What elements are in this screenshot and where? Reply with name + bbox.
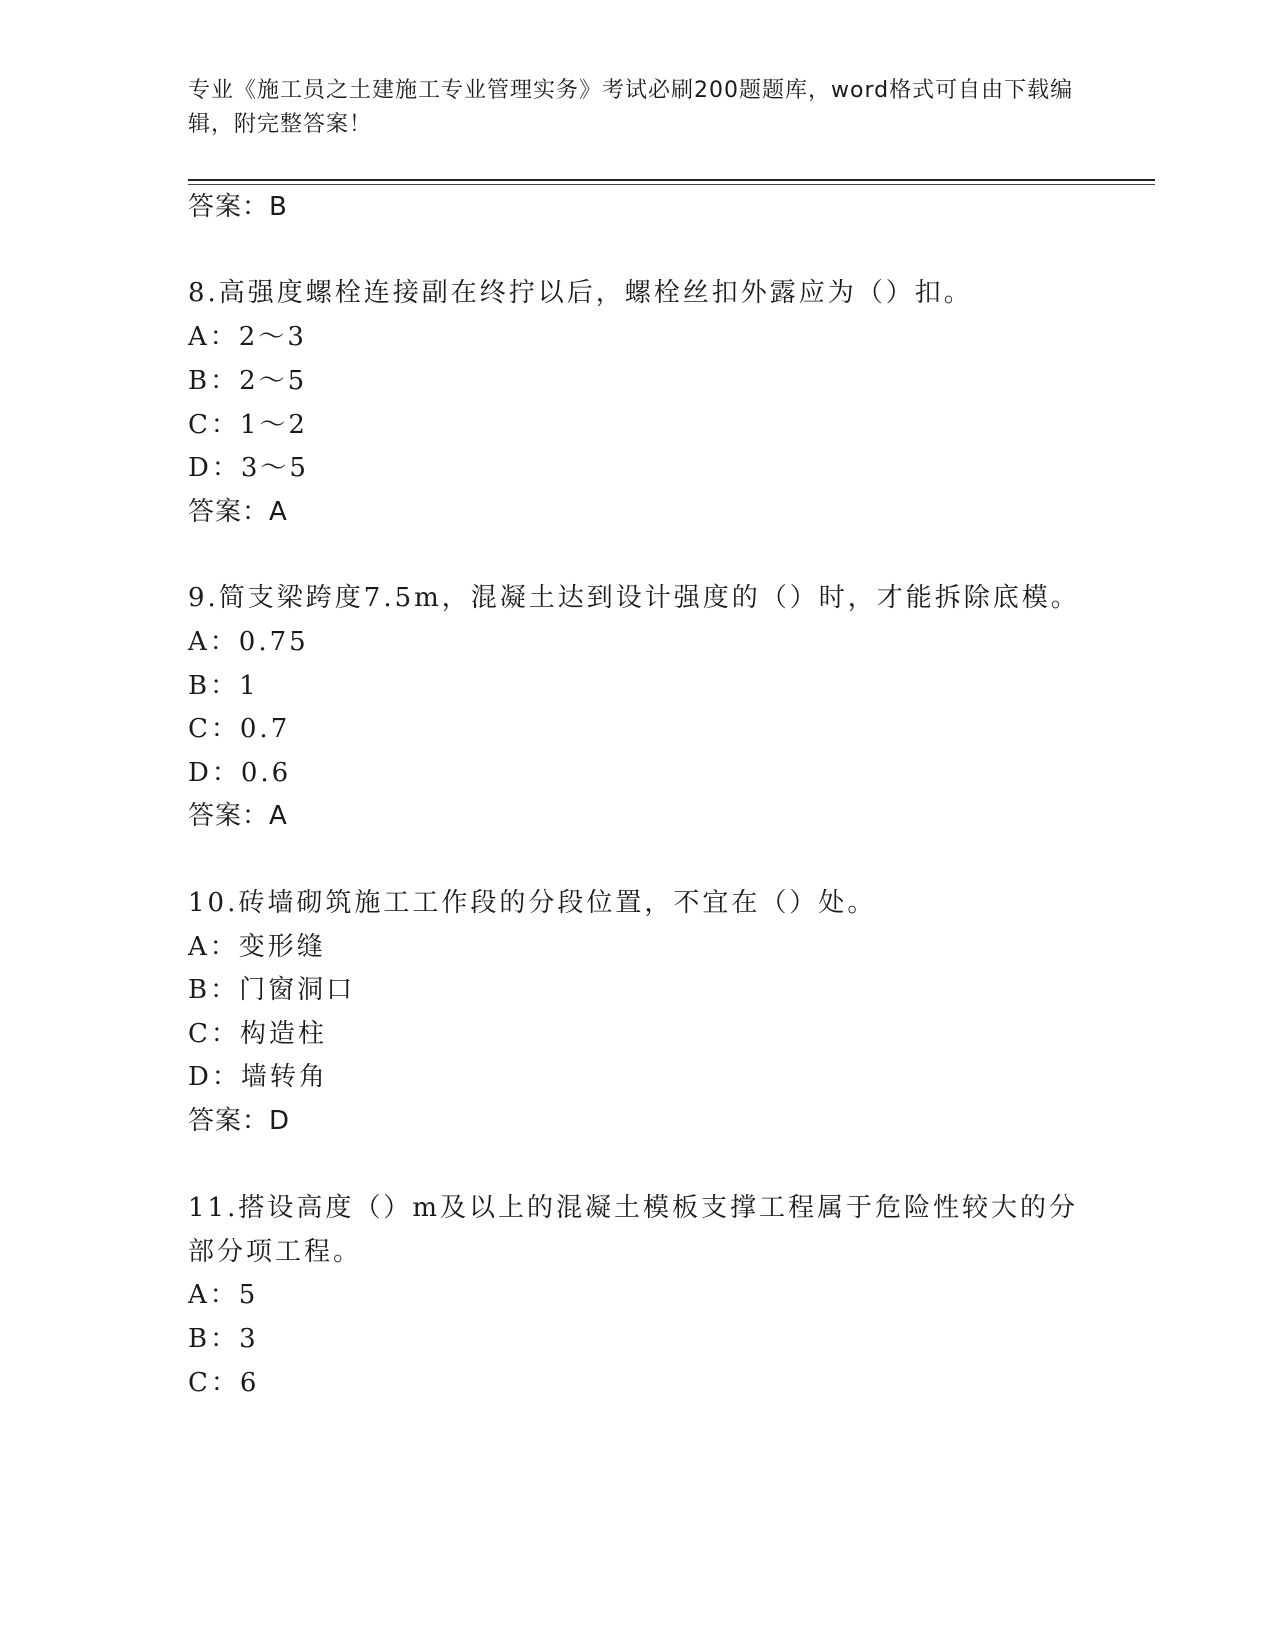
q9-option-d: D：0.6 (188, 758, 292, 788)
q10-option-b: B：门窗洞口 (188, 975, 356, 1005)
q9-option-c: C：0.7 (188, 714, 291, 744)
answer-q9: 答案：A (188, 801, 288, 831)
q10-option-c: C：构造柱 (188, 1019, 327, 1049)
header-rule-thick (188, 179, 1155, 181)
answer-prev: 答案：B (188, 192, 288, 222)
q8-option-b: B：2～5 (188, 366, 308, 396)
answer-q10: 答案：D (188, 1106, 291, 1136)
q9-option-a: A：0.75 (188, 627, 309, 657)
header-rule-thin (188, 184, 1155, 185)
q9-option-b: B：1 (188, 671, 259, 701)
q8-option-a: A：2～3 (188, 322, 307, 352)
document-header: 专业《施工员之土建施工专业管理实务》考试必刷200题题库，word格式可自由下载编辑，附完整答案！ (188, 78, 1074, 137)
q10-option-a: A：变形缝 (188, 932, 326, 962)
q11-option-b: B：3 (188, 1324, 259, 1354)
q8-option-d: D：3～5 (188, 453, 309, 483)
q10-option-d: D：墙转角 (188, 1062, 328, 1092)
question-9: 9.简支梁跨度7.5m，混凝土达到设计强度的（）时，才能拆除底模。 (188, 583, 1080, 613)
answer-q8: 答案：A (188, 497, 288, 527)
question-8: 8.高强度螺栓连接副在终拧以后，螺栓丝扣外露应为（）扣。 (188, 278, 973, 308)
q8-option-c: C：1～2 (188, 410, 308, 440)
question-11-line2: 部分项工程。 (188, 1237, 363, 1267)
question-10: 10.砖墙砌筑施工工作段的分段位置，不宜在（）处。 (188, 888, 877, 918)
q11-option-a: A：5 (188, 1280, 259, 1310)
question-11-line1: 11.搭设高度（）m及以上的混凝土模板支撑工程属于危险性较大的分 (188, 1193, 1079, 1223)
q11-option-c: C：6 (188, 1368, 260, 1398)
